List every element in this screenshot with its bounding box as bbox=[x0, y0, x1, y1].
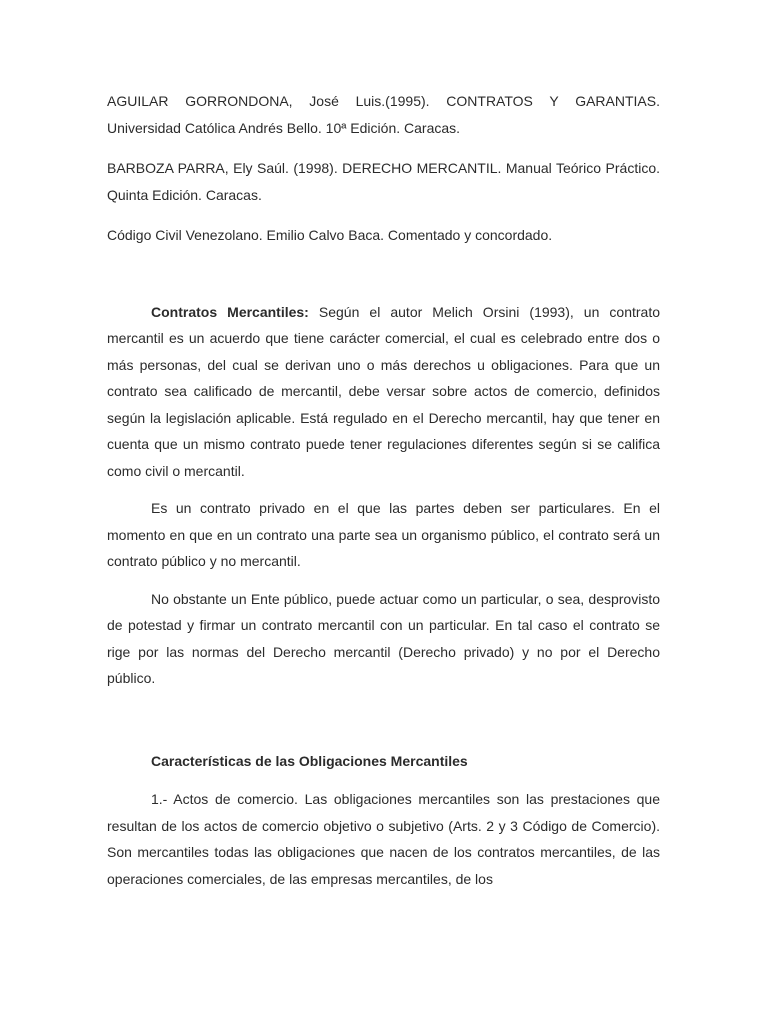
paragraph: 1.- Actos de comercio. Las obligaciones mercantiles son las prestaciones que resultan de los actos de comercio objetivo o subjetivo (Arts. 2 y 3 Código de Comercio). Son mercantiles todas las obligaciones que nacen de los contratos mercantiles, de las operaciones comerciales, de las empresas mercantiles, de los bbox=[107, 791, 660, 887]
reference-item: BARBOZA PARRA, Ely Saúl. (1998). DERECHO MERCANTIL. Manual Teórico Práctico. Quinta Edición. Caracas. bbox=[107, 160, 660, 203]
reference-item: AGUILAR GORRONDONA, José Luis.(1995). CONTRATOS Y GARANTIAS. Universidad Católica Andrés Bello. 10ª Edición. Caracas. bbox=[107, 93, 660, 136]
paragraph: No obstante un Ente público, puede actuar como un particular, o sea, desprovisto de potestad y firmar un contrato mercantil con un particular. En tal caso el contrato se rige por las normas del Derecho mercantil (Derecho privado) y no por el Derecho público. bbox=[107, 590, 660, 686]
paragraph-body: Según el autor Melich Orsini (1993), un contrato mercantil es un acuerdo que tiene carácter comercial, el cual es celebrado entre dos o más personas, del cual se derivan uno o más derechos u obligaciones. Para que un contrato sea calificado de mercantil, debe versar sobre actos de comercio, definidos según la legislación aplicable. Está regulado en el Derecho mercantil, hay que tener en cuenta que un mismo contrato puede tener regulaciones diferentes según si se califica como civil o mercantil. bbox=[107, 303, 661, 479]
paragraph: Es un contrato privado en el que las partes deben ser particulares. En el momento en que en un contrato una parte sea un organismo público, el contrato será un contrato público y no mercantil. bbox=[107, 500, 660, 569]
document-page bbox=[107, 88, 660, 903]
section-heading: Características de las Obligaciones Mercantiles bbox=[151, 752, 468, 769]
section-spacer bbox=[107, 249, 660, 299]
paragraph-lead-term: Contratos Mercantiles: bbox=[151, 303, 309, 320]
reference-item: Código Civil Venezolano. Emilio Calvo Baca. Comentado y concordado. bbox=[107, 227, 553, 243]
paragraph bbox=[107, 299, 660, 485]
